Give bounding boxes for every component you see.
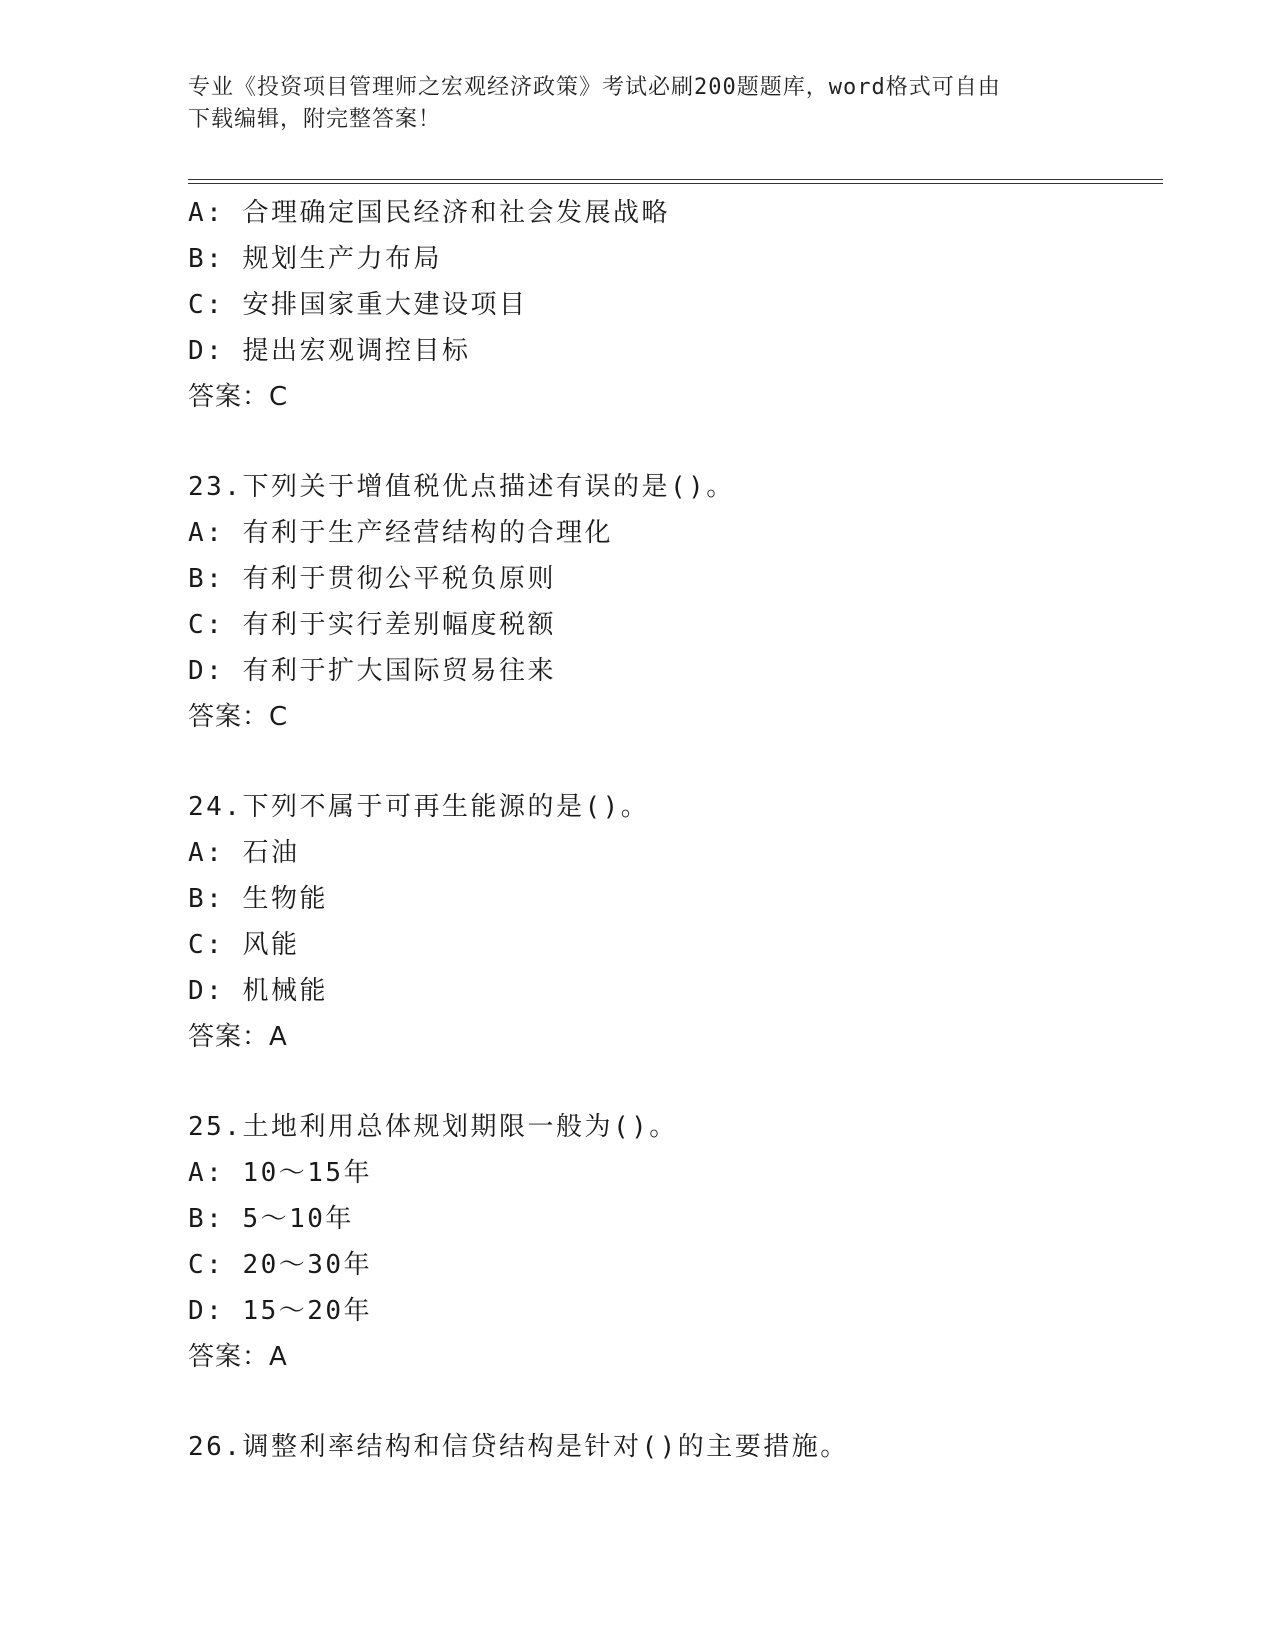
option-d: D: 15～20年 [188, 1296, 373, 1326]
question-block-25 [188, 1104, 1148, 1380]
question-text: 24.下列不属于可再生能源的是()。 [188, 792, 650, 822]
question-block-24 [188, 784, 1148, 1060]
question-block-22 [188, 190, 1148, 420]
option-a: A: 有利于生产经营结构的合理化 [188, 518, 613, 548]
answer-line: 答案：A [188, 1342, 288, 1372]
option-b: B: 规划生产力布局 [188, 244, 442, 274]
option-c: C: 有利于实行差别幅度税额 [188, 610, 556, 640]
option-a: A: 10～15年 [188, 1158, 373, 1188]
question-text: 26.调整利率结构和信贷结构是针对()的主要措施。 [188, 1432, 849, 1462]
option-d: D: 提出宏观调控目标 [188, 336, 471, 366]
question-text: 23.下列关于增值税优点描述有误的是()。 [188, 472, 735, 502]
option-b: B: 有利于贯彻公平税负原则 [188, 564, 556, 594]
question-block-26 [188, 1424, 1148, 1470]
option-b: B: 生物能 [188, 884, 328, 914]
header-divider-bottom [188, 183, 1163, 184]
option-c: C: 20～30年 [188, 1250, 373, 1280]
answer-line: 答案：C [188, 382, 289, 412]
header-line-2: 下载编辑，附完整答案！ [188, 107, 442, 132]
option-b: B: 5～10年 [188, 1204, 354, 1234]
question-list [188, 190, 1148, 1470]
document-header [188, 72, 1088, 136]
header-divider-top [188, 179, 1163, 180]
option-a: A: 石油 [188, 838, 300, 868]
question-block-23 [188, 464, 1148, 740]
option-a: A: 合理确定国民经济和社会发展战略 [188, 198, 670, 228]
option-d: D: 有利于扩大国际贸易往来 [188, 656, 556, 686]
answer-line: 答案：C [188, 702, 289, 732]
option-d: D: 机械能 [188, 976, 328, 1006]
option-c: C: 风能 [188, 930, 300, 960]
header-line-1: 专业《投资项目管理师之宏观经济政策》考试必刷200题题库，word格式可自由 [188, 75, 1001, 100]
answer-line: 答案：A [188, 1022, 288, 1052]
option-c: C: 安排国家重大建设项目 [188, 290, 528, 320]
question-text: 25.土地利用总体规划期限一般为()。 [188, 1112, 678, 1142]
